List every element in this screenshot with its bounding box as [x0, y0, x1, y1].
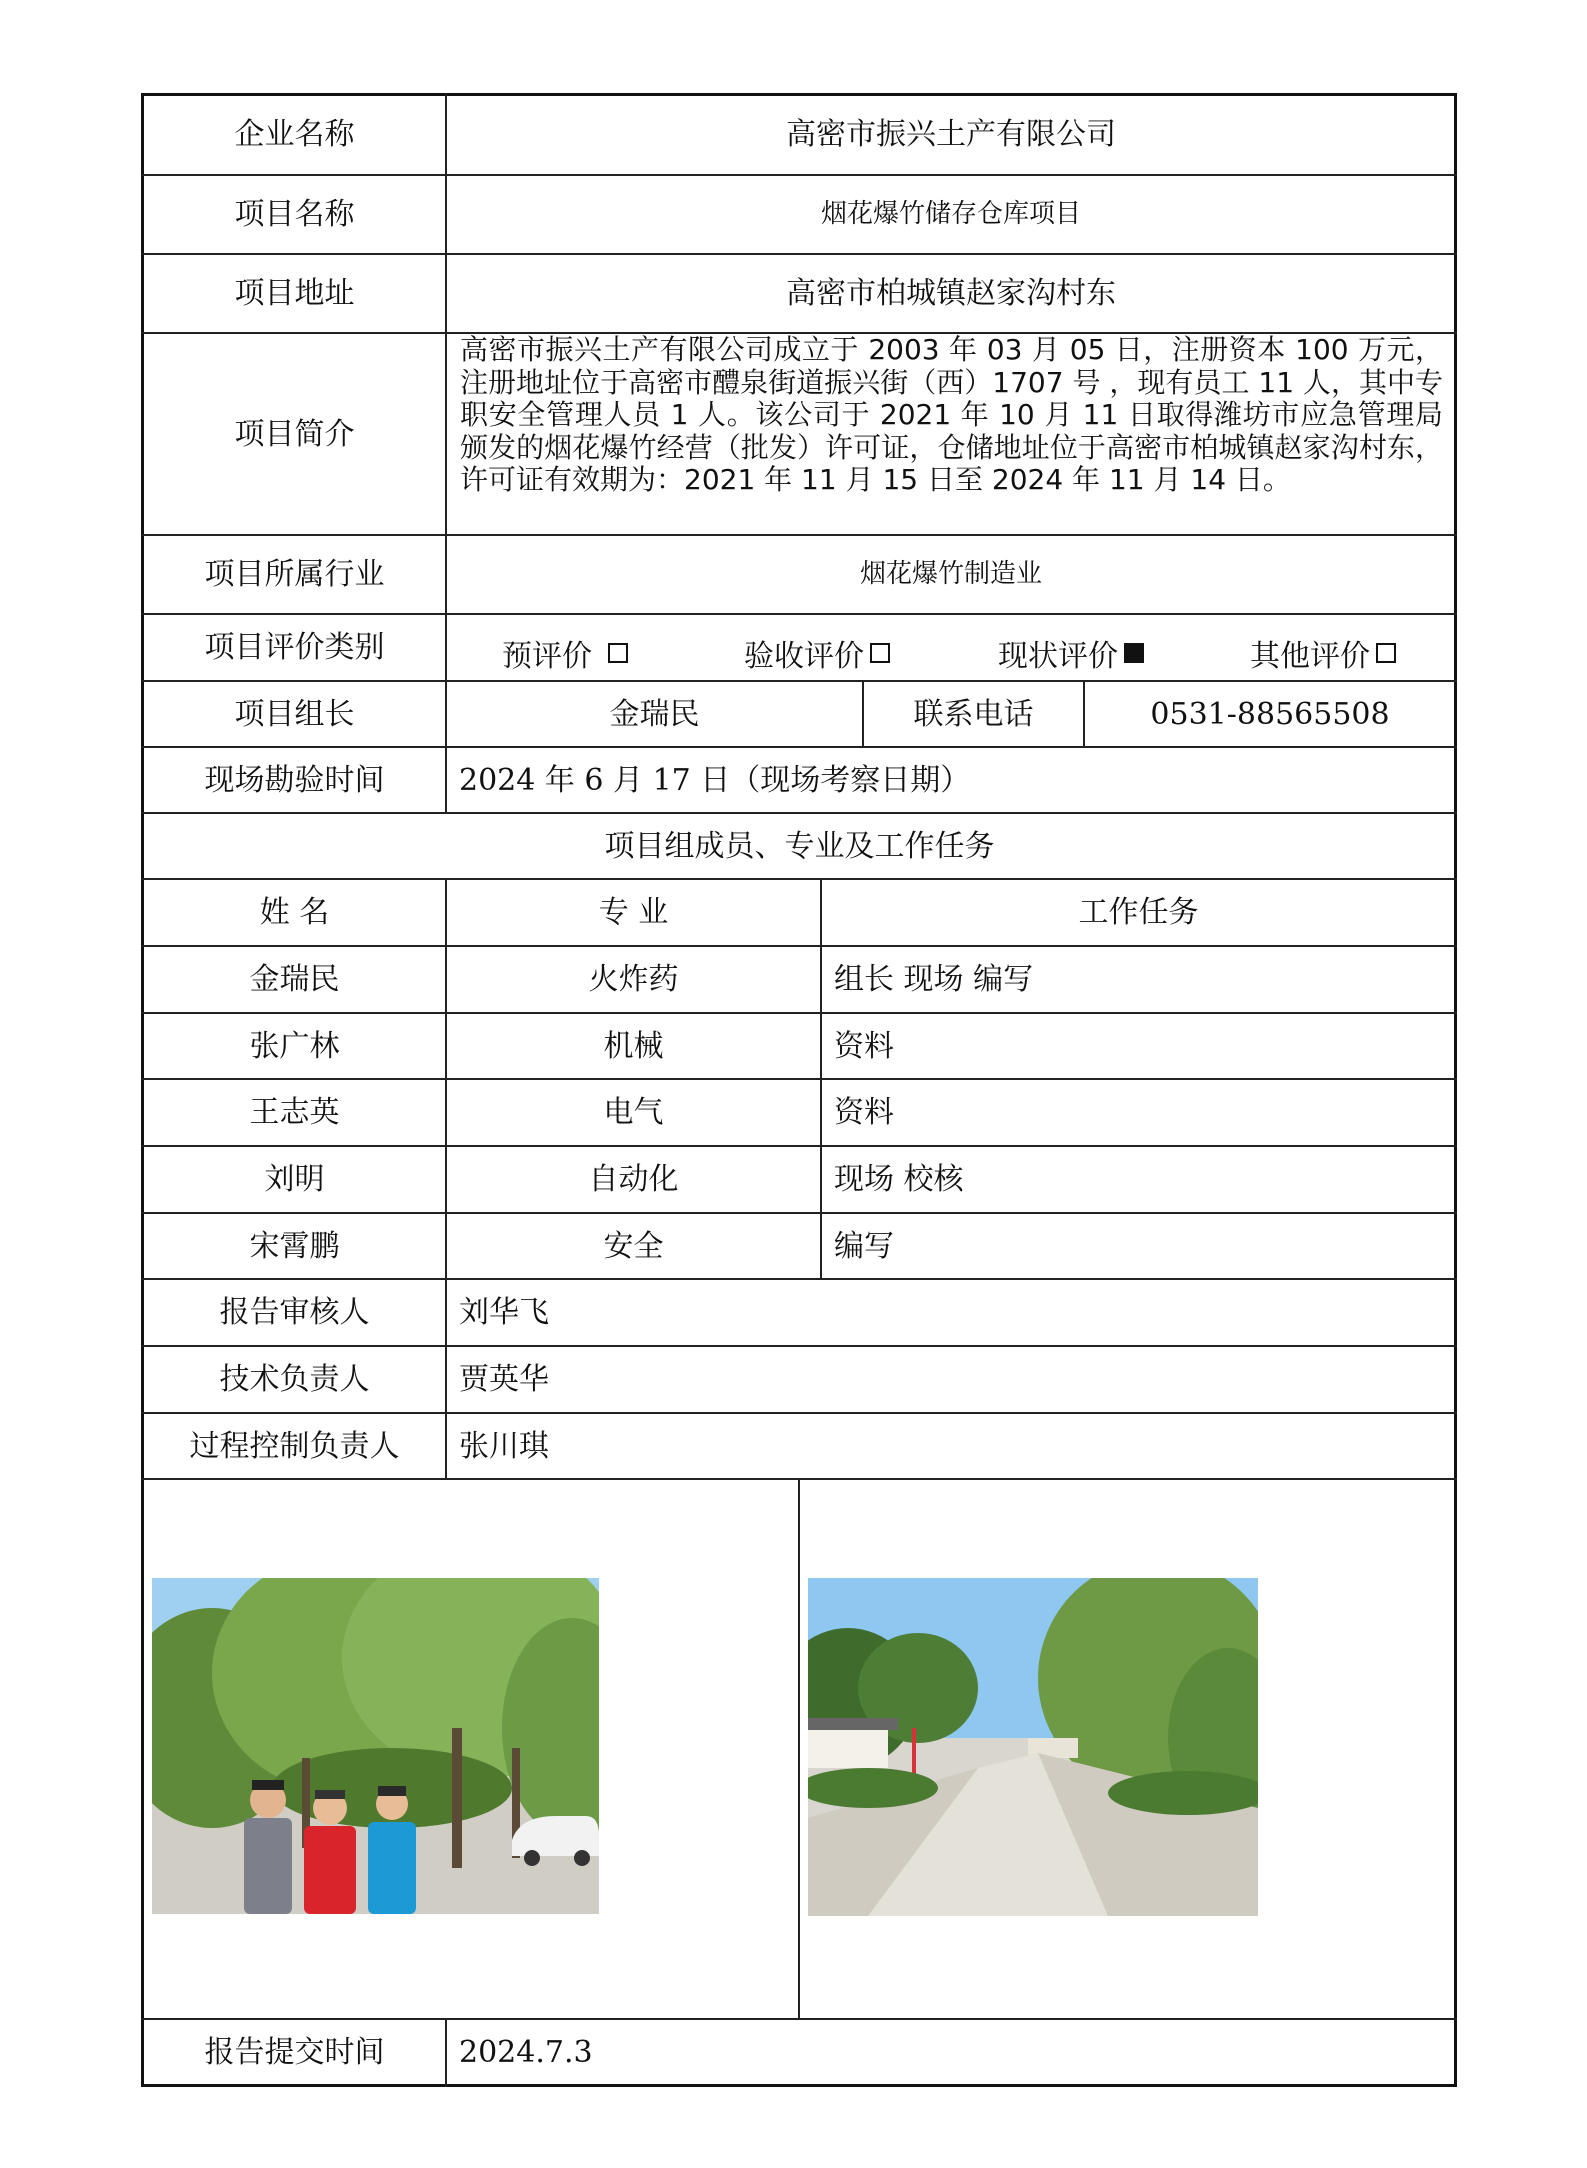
survey-time-label: 现场勘验时间 — [204, 762, 385, 798]
col-header-task: 工作任务 — [1078, 895, 1199, 930]
team-member-task: 资料 — [834, 1028, 894, 1064]
reviewer-value: 刘华飞 — [459, 1295, 549, 1330]
team-member-task: 编写 — [834, 1228, 894, 1264]
address-label: 项目地址 — [234, 276, 355, 311]
team-member-name: 王志英 — [249, 1095, 340, 1130]
team-member-major: 机械 — [603, 1028, 664, 1064]
checkbox-icon — [608, 643, 628, 663]
phone-label: 联系电话 — [913, 696, 1034, 732]
eval-type-label: 项目评价类别 — [204, 630, 385, 665]
tech-lead-label: 技术负责人 — [219, 1362, 370, 1397]
checkbox-icon — [870, 643, 890, 663]
industry-value: 烟花爆竹制造业 — [859, 559, 1042, 590]
leader-value: 金瑞民 — [609, 696, 700, 732]
checkbox-icon — [1376, 643, 1396, 663]
team-member-name: 宋霄鹏 — [249, 1228, 340, 1264]
eval-option-other[interactable]: 其他评价 — [1250, 620, 1396, 686]
tech-lead-value: 贾英华 — [459, 1362, 549, 1397]
team-member-major: 安全 — [603, 1228, 664, 1264]
site-photo — [808, 1578, 1258, 1916]
leader-label: 项目组长 — [234, 696, 355, 732]
team-member-major: 火炸药 — [588, 962, 679, 997]
team-member-major: 自动化 — [588, 1162, 679, 1197]
photo-icon — [808, 1578, 1258, 1916]
phone-value: 0531-88565508 — [1150, 696, 1390, 732]
team-section-header: 项目组成员、专业及工作任务 — [604, 828, 995, 864]
intro-text: 高密市振兴土产有限公司成立于 2003 年 03 月 05 日，注册资本 100 万元，注册地址位于高密市醴泉街道振兴街（西）1707 号 ，现有员工 11 人，其中专职安全管理人员 1 人。该公司于 2021 年 10 月 11 日取得潍坊市应急管理局颁发的烟花爆竹经营（批发）许可证，仓储地址位于高密市柏城镇赵家沟村东，许可证有效期为：2021 年 11 月 15 日至 2024 年 11 月 14 日。 — [460, 333, 1443, 496]
col-header-major: 专 业 — [598, 895, 669, 930]
industry-label: 项目所属行业 — [204, 557, 385, 592]
intro-label: 项目简介 — [234, 416, 355, 452]
eval-option-pre[interactable]: 预评价 — [502, 620, 628, 686]
team-member-task: 资料 — [834, 1095, 894, 1130]
team-photo — [152, 1578, 599, 1914]
eval-option-status[interactable]: 现状评价 — [998, 620, 1144, 686]
team-member-name: 刘明 — [264, 1162, 325, 1197]
submit-time-value: 2024.7.3 — [459, 2035, 593, 2070]
survey-time-value: 2024 年 6 月 17 日（现场考察日期） — [459, 762, 971, 798]
team-member-name: 张广林 — [249, 1028, 340, 1064]
company-value: 高密市振兴土产有限公司 — [786, 117, 1116, 152]
company-label: 企业名称 — [234, 117, 355, 152]
project-name-label: 项目名称 — [234, 197, 355, 232]
address-value: 高密市柏城镇赵家沟村东 — [786, 276, 1116, 311]
project-name-value: 烟花爆竹储存仓库项目 — [820, 199, 1081, 230]
checked-checkbox-icon — [1124, 643, 1144, 663]
reviewer-label: 报告审核人 — [219, 1295, 370, 1330]
process-lead-value: 张川琪 — [459, 1428, 549, 1464]
team-member-task: 组长 现场 编写 — [834, 962, 1034, 997]
team-member-name: 金瑞民 — [249, 962, 340, 997]
process-lead-label: 过程控制负责人 — [189, 1428, 400, 1464]
submit-time-label: 报告提交时间 — [204, 2035, 385, 2070]
team-member-major: 电气 — [603, 1095, 664, 1130]
eval-option-acceptance[interactable]: 验收评价 — [744, 620, 890, 686]
photo-icon — [152, 1578, 599, 1914]
col-header-name: 姓 名 — [259, 895, 330, 930]
team-member-task: 现场 校核 — [834, 1162, 964, 1197]
